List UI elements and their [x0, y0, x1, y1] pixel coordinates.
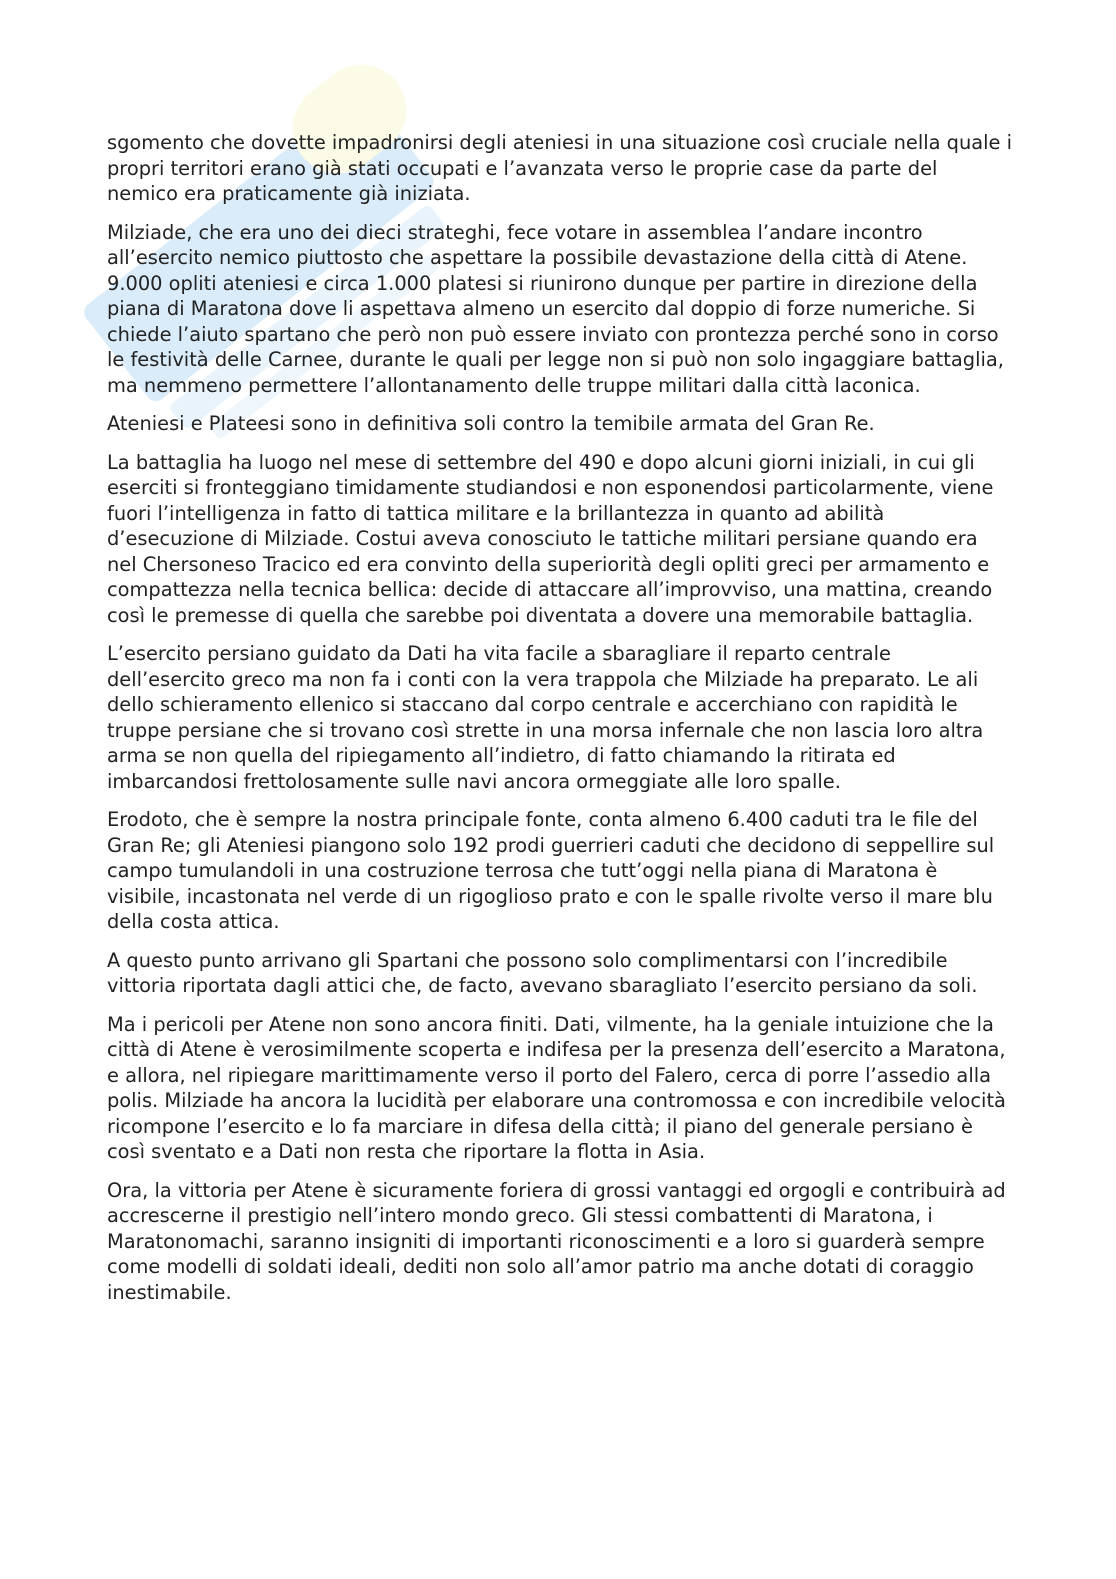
paragraph: A questo punto arrivano gli Spartani che possono solo complimentarsi con l’incredibile vittoria riportata dagli attici che, de facto, avevano sbaragliato l’esercito persiano da soli.	[107, 948, 978, 997]
document-body	[107, 130, 1013, 1318]
paragraph: Ora, la vittoria per Atene è sicuramente foriera di grossi vantaggi ed orgogli e contribuirà ad accrescerne il prestigio nell’intero mondo greco. Gli stessi combattenti di Maratona, i Maratonomachi, saranno insigniti di importanti riconoscimenti e a loro si guarderà sempre come modelli di soldati ideali, dediti non solo all’amor patrio ma anche dotati di coraggio inestimabile.	[107, 1178, 1006, 1304]
paragraph: Ateniesi e Plateesi sono in definitiva soli contro la temibile armata del Gran Re.	[107, 412, 875, 435]
paragraph: Erodoto, che è sempre la nostra principale fonte, conta almeno 6.400 caduti tra le file del Gran Re; gli Ateniesi piangono solo 192 prodi guerrieri caduti che decidono di seppellire sul campo tumulandoli in una costruzione terrosa che tutt’oggi nella piana di Maratona è visibile, incastonata nel verde di un rigoglioso prato e con le spalle rivolte verso il mare blu della costa attica.	[107, 808, 995, 933]
paragraph: sgomento che dovette impadronirsi degli ateniesi in una situazione così cruciale nella quale i propri territori erano già stati occupati e l’avanzata verso le proprie case da parte del nemico era praticamente già iniziata.	[107, 131, 1013, 205]
paragraph: L’esercito persiano guidato da Dati ha vita facile a sbaragliare il reparto centrale dell’esercito greco ma non fa i conti con la vera trappola che Milziade ha preparato. Le ali dello schieramento ellenico si staccano dal corpo centrale e accerchiano con rapidità le truppe persiane che si trovano così strette in una morsa infernale che non lascia loro altra arma se non quella del ripiegamento all’indietro, di fatto chiamando la ritirata ed imbarcandosi frettolosamente sulle navi ancora ormeggiate alle loro spalle.	[107, 642, 984, 793]
paragraph: Milziade, che era uno dei dieci strateghi, fece votare in assemblea l’andare incontro all’esercito nemico piuttosto che aspettare la possibile devastazione della città di Atene. 9.000 opliti ateniesi e circa 1.000 platesi si riunirono dunque per partire in direzione della piana di Maratona dove li aspettava almeno un esercito dal doppio di forze numeriche. Si chiede l’aiuto spartano che però non può essere inviato con prontezza perché sono in corso le festività delle Carnee, durante le quali per legge non si può non solo ingaggiare battaglia, ma nemmeno permettere l’allontanamento delle truppe militari dalla città laconica.	[107, 220, 1004, 397]
paragraph: La battaglia ha luogo nel mese di settembre del 490 e dopo alcuni giorni iniziali, in cui gli eserciti si fronteggiano timidamente studiandosi e non esponendosi particolarmente, viene fuori l’intelligenza in fatto di tattica militare e la brillantezza in quanto ad abilità d’esecuzione di Milziade. Costui aveva conosciuto le tattiche militari persiane quando era nel Chersoneso Tracico ed era convinto della superiorità degli opliti greci per armamento e compattezza nella tecnica bellica: decide di attaccare all’improvviso, una mattina, creando così le premesse di quella che sarebbe poi diventata a dovere una memorabile battaglia.	[107, 450, 994, 627]
paragraph: Ma i pericoli per Atene non sono ancora finiti. Dati, vilmente, ha la geniale intuizione che la città di Atene è verosimilmente scoperta e indifesa per la presenza dell’esercito a Maratona, e allora, nel ripiegare marittimamente verso il porto del Falero, cerca di porre l’assedio alla polis. Milziade ha ancora la lucidità per elaborare una contromossa e con incredibile velocità ricompone l’esercito e lo fa marciare in difesa della città; il piano del generale persiano è così sventato e a Dati non resta che riportare la flotta in Asia.	[107, 1012, 1006, 1163]
